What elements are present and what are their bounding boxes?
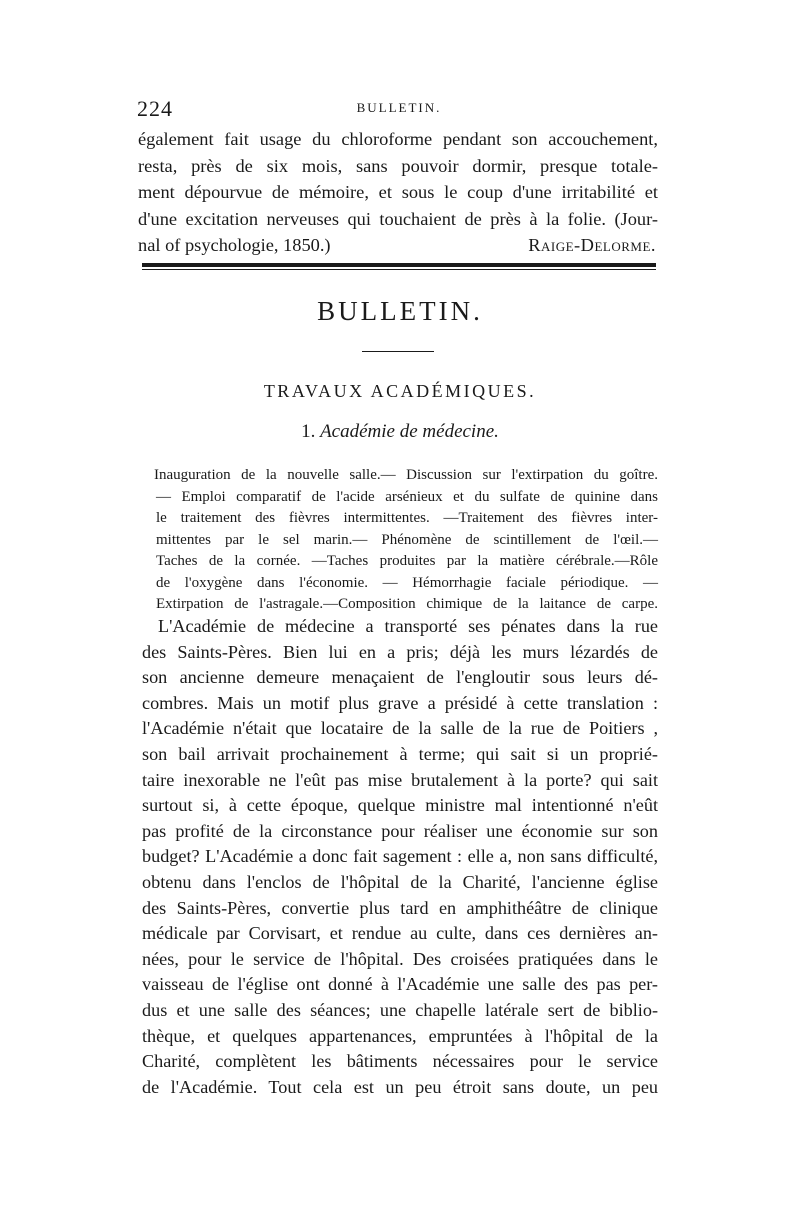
citation-line — [138, 232, 658, 259]
body-line: combres. Mais un motif plus grave a présidé à cette translation : — [142, 692, 658, 713]
body-line: nées, pour le service de l'hôpital. Des croisées pratiquées dans le — [142, 948, 658, 969]
academy-heading — [138, 421, 662, 443]
subsection-title: TRAVAUX ACADÉMIQUES. — [263, 381, 537, 401]
body-line: Charité, complètent les bâtiments nécessaires pour le service — [142, 1051, 658, 1072]
summary-line: Taches de la cornée. —Taches produites par la matière cérébrale.—Rôle — [156, 553, 658, 569]
text-line: d'une excitation nerveuses qui touchaient de près à la folie. (Jour- — [138, 208, 658, 229]
body-line: surtout si, à cette époque, quelque ministre mal intentionné n'eût — [142, 795, 658, 816]
body-line: pas profité de la circonstance pour réaliser une économie sur son — [142, 820, 658, 841]
summary-line: Extirpation de l'astragale.—Composition chimique de la laitance de carpe. — [156, 596, 658, 612]
body-line: médicale par Corvisart, et rendue au culte, dans ces dernières an- — [142, 923, 658, 944]
body-line: son ancienne demeure menaçaient de l'engloutir sous leurs dé- — [142, 667, 658, 688]
body-line: de l'Académie. Tout cela est un peu étroit sans doute, un peu — [142, 1076, 658, 1097]
academy-number: 1. — [301, 421, 316, 442]
section-divider-thick — [142, 263, 656, 267]
summary-line: le traitement des fièvres intermittentes. —Traitement des fièvres inter- — [156, 510, 658, 526]
body-line: des Saints-Pères. Bien lui en a pris; déjà les murs lézardés de — [142, 641, 658, 662]
body-line: taire inexorable ne l'eût pas mise brutalement à la porte? qui sait — [142, 769, 658, 790]
text-line: également fait usage du chloroforme pendant son accouchement, — [138, 129, 658, 149]
session-summary — [156, 465, 658, 616]
text-line: ment dépourvue de mémoire, et sous le coup d'une irritabilité et — [138, 182, 658, 202]
text-line: resta, près de six mois, sans pouvoir dormir, presque totale- — [138, 155, 658, 176]
title-rule — [362, 351, 434, 352]
author-signature: Raige-Delorme. — [528, 235, 656, 255]
article-body — [142, 614, 658, 1100]
body-line: obtenu dans l'enclos de l'hôpital de la Charité, l'ancienne église — [142, 871, 658, 892]
running-title: BULLETIN. — [356, 100, 442, 115]
body-line: budget? L'Académie a donc fait sagement : elle a, non sans difficulté, — [142, 846, 658, 867]
section-divider-thin — [142, 269, 656, 270]
page-number: 224 — [137, 96, 173, 121]
body-line: des Saints-Pères, convertie plus tard en amphithéâtre de clinique — [142, 897, 658, 918]
summary-line: de l'oxygène dans l'économie. — Hémorrhagie faciale périodique. — — [156, 574, 658, 591]
body-line: vaisseau de l'église ont donné à l'Académie une salle des pas per- — [142, 974, 658, 995]
body-line: L'Académie de médecine a transporté ses pénates dans la rue — [158, 616, 658, 636]
journal-citation: nal of psychologie, 1850.) — [138, 235, 331, 255]
running-head — [137, 96, 661, 120]
summary-line: — Emploi comparatif de l'acide arsénieux et du sulfate de quinine dans — [156, 488, 658, 505]
body-line: l'Académie n'était que locataire de la salle de la rue de Poitiers , — [142, 718, 658, 739]
summary-line: Inauguration de la nouvelle salle.— Discussion sur l'extirpation du goître. — [154, 467, 658, 483]
summary-line: mittentes par le sel marin.— Phénomène de scintillement de l'œil.— — [156, 531, 658, 548]
academy-name: Académie de médecine. — [320, 421, 499, 442]
section-title: BULLETIN. — [317, 296, 483, 326]
previous-article-ending — [138, 126, 658, 259]
body-line: dus et une salle des séances; une chapelle latérale sert de biblio- — [142, 999, 658, 1020]
body-line: son bail arrivait prochainement à terme; qui sait si un proprié- — [142, 743, 658, 764]
body-line: thèque, et quelques appartenances, empruntées à l'hôpital de la — [142, 1025, 658, 1046]
